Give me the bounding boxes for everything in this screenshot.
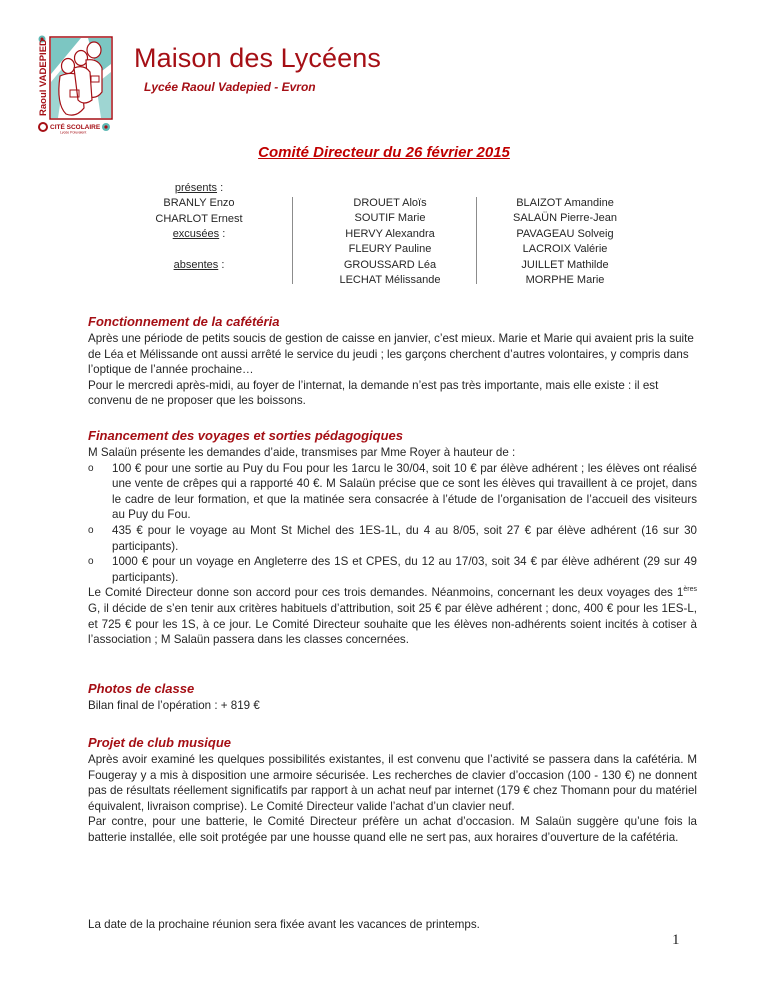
text-run: G, il décide de s’en tenir aux critères habituels d’attribution, soit 25 € par élève adhérent ; donc, 400 € pour les 1ES-L, et 725 € pour les 1S, à ce jour. Le Comité Directeur souhaite que les élèves non-adhérents soient incités à cotiser à l’association ; M Salaün passera dans les classes concernées. [88, 601, 697, 647]
section-musique [88, 734, 697, 846]
attendee-name: SOUTIF Marie [354, 212, 426, 225]
paragraph: Par contre, pour une batterie, le Comité Directeur préfère un achat d’occasion. M Salaün suggère qu’une fois la batterie installée, elle soit protégée par une housse quand elle ne sert pas, aux horaires d’ouverture de la cafétéria. [88, 815, 697, 844]
paragraph: Après avoir examiné les quelques possibilités existantes, il est convenu que l’activité se passera dans la cafétéria. M Fougeray y a mis à disposition une armoire sécurisée. Les recherches de clavier d’occasion (100 - 130 €) ne donnent pas de résultats réellement significatifs par rapport à un achat neuf par internet (179 € chez Thomann pour du matériel équivalent, livraison comprise). Le Comité Directeur valide l’achat d’un clavier neuf. [88, 753, 697, 813]
bullet-icon: o [88, 524, 94, 536]
section-financement [88, 427, 697, 648]
column-divider [476, 197, 477, 284]
excusees-label-row [150, 227, 248, 242]
attendee-name: LACROIX Valérie [522, 243, 608, 256]
meeting-title: Comité Directeur du 26 février 2015 [258, 144, 510, 161]
paragraph: M Salaün présente les demandes d’aide, transmises par Mme Royer à hauteur de : [88, 446, 516, 459]
bullet-icon: o [88, 556, 94, 568]
superscript: ères [683, 586, 697, 594]
paragraph: Pour le mercredi après-midi, au foyer de l’internat, la demande n’est pas très importante, mais elle existe : il est convenu de ne proposer que les boissons. [88, 378, 659, 408]
column-divider [292, 197, 293, 284]
section-cafeteria [88, 313, 697, 409]
list-item-text: 100 € pour une sortie au Puy du Fou pour les 1arcu le 30/04, soit 10 € par élève adhérent ; les élèves ont réalisé une vente de crêpes qui a rapporté 40 €. M Salaün précise que ce sont les élèves qui travaillent à ce projet, dans le cadre de leur formation, et que la matinée sera consacrée à l’étude de l’organisation de l’accueil des visiteurs au Puy du Fou. [112, 461, 697, 522]
attendee-name: SALAÜN Pierre-Jean [513, 212, 617, 225]
school-logo [36, 34, 114, 134]
section-heading: Projet de club musique [88, 735, 232, 750]
attendee-name: JUILLET Mathilde [521, 258, 609, 271]
section-photos [88, 680, 697, 714]
attendee-name: DROUET Aloïs [353, 197, 427, 209]
logo-graphic [36, 34, 114, 134]
section-heading: Fonctionnement de la cafétéria [88, 314, 280, 329]
section-heading: Financement des voyages et sorties pédagogiques [88, 428, 403, 443]
attendee-name: HERVY Alexandra [345, 227, 435, 240]
logo-vertical-text: Raoul VADEPIED [38, 39, 49, 116]
attendee-name: CHARLOT Ernest [155, 212, 243, 225]
presents-label-row [150, 181, 248, 196]
bullet-icon: o [88, 462, 94, 474]
attendee-name: PAVAGEAU Solveig [516, 227, 614, 240]
page-number: 1 [672, 932, 680, 948]
paragraph: La date de la prochaine réunion sera fixée avant les vacances de printemps. [88, 918, 480, 931]
attendees-column-2 [310, 196, 470, 288]
attendees-column-3 [495, 196, 635, 288]
text-run: Le Comité Directeur donne son accord pour ces trois demandes. Néanmoins, concernant les deux voyages des 1 [88, 586, 684, 600]
attendee-name: MORPHE Marie [525, 273, 605, 286]
colon: : [217, 182, 224, 194]
colon: : [219, 228, 226, 241]
logo-bottom-text: CITÉ SCOLAIRE [50, 124, 101, 131]
organization-title: Maison des Lycéens [134, 43, 381, 73]
absentes-label-row [150, 258, 248, 273]
colon: : [218, 258, 225, 271]
presents-label: présents [174, 182, 218, 194]
attendee-name: GROUSSARD Léa [343, 258, 437, 271]
list-item [88, 461, 697, 523]
paragraph [88, 585, 697, 647]
attendees-column-labels [150, 181, 248, 273]
absentes-label: absentes [173, 258, 219, 271]
paragraph: Après une période de petits soucis de gestion de caisse en janvier, c’est mieux. Marie et Marie qui avaient pris la suite de Léa et Mélissande ont aussi arrêté le service du jeudi ; les garçons cherchent d’autres volontaires, y compris dans l’optique de l’année prochaine… [88, 332, 694, 377]
attendee-name: BLAIZOT Amandine [516, 197, 614, 209]
list-item [88, 523, 697, 554]
organization-subtitle: Lycée Raoul Vadepied - Evron [144, 80, 316, 94]
logo-bottom-subtext: Lycée Polyvalent [60, 130, 87, 134]
section-heading: Photos de classe [88, 681, 195, 696]
list-item [88, 554, 697, 585]
attendee-name: FLEURY Pauline [348, 243, 432, 256]
attendee-name: BRANLY Enzo [163, 197, 235, 210]
list-item-text: 435 € pour le voyage au Mont St Michel des 1ES-1L, du 4 au 8/05, soit 27 € par élève adhérent (16 sur 30 participants). [112, 523, 697, 553]
closing-line [88, 917, 697, 933]
attendee-name: LECHAT Mélissande [339, 273, 441, 286]
list-item-text: 1000 € pour un voyage en Angleterre des 1S et CPES, du 12 au 17/03, soit 34 € par élève adhérent (29 sur 49 participants). [112, 555, 697, 584]
excusees-label: excusées [172, 228, 220, 241]
paragraph: Bilan final de l’opération : + 819 € [88, 699, 260, 712]
